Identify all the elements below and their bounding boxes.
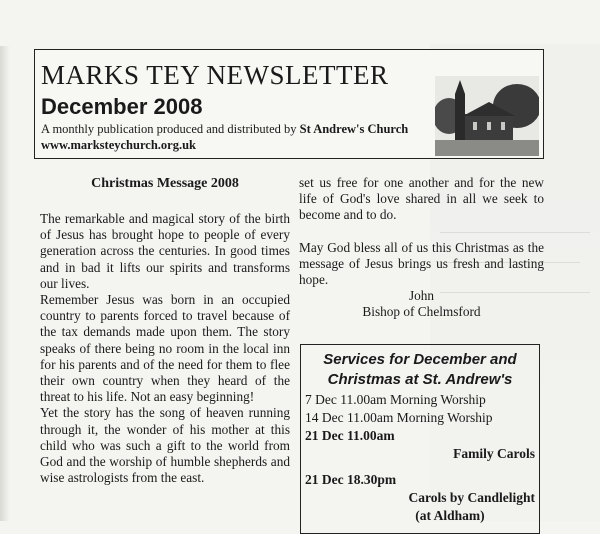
publication-note [41,122,408,137]
service-row-date: 21 Dec 18.30pm [305,472,397,487]
newsletter-title: MARKS TEY NEWSLETTER [41,60,389,90]
signature-title: Bishop of Chelmsford [362,304,481,320]
service-event: Family Carols [453,446,535,461]
service-row: 14 Dec 11.00am Morning Worship [305,410,493,425]
masthead [34,49,544,159]
website-url: www.marksteychurch.org.uk [41,138,196,152]
service-event: Carols by Candlelight [408,490,535,505]
service-location: (at Aldham) [415,508,485,523]
service-row: 7 Dec 11.00am Morning Worship [305,392,486,407]
publication-note-prefix: A monthly publication produced and distributed by [41,122,300,136]
article-paragraph: May God bless all of us this Christmas as the message of Jesus brings us fresh and lasting hope. [299,239,544,288]
signature-name: John [408,288,435,304]
services-box [300,344,540,534]
services-title-line-1: Services for December and [323,351,517,368]
services-title-line-2: Christmas at St. Andrew's [327,371,513,388]
article-paragraph: Yet the story has the song of heaven running through it, the wonder of his mother at this child who was such a gift to the world from God and the worship of humble shepherds and wise astrologists from the east. [40,405,290,486]
article-paragraph: The remarkable and magical story of the birth of Jesus has brought hope to people of every generation across the centuries. In good times and in bad it lifts our spirits and transforms our lives. [40,211,290,291]
article-paragraph: set us free for one another and for the new life of God's love shared in all we seek to become and to do. [299,175,544,223]
issue-date: December 2008 [41,94,203,119]
church-name: St Andrew's Church [299,122,409,136]
page-shadow [0,46,10,521]
service-row-date: 21 Dec 11.00am [305,428,395,443]
article-paragraph: Remember Jesus was born in an occupied country to parents forced to travel because of the tax demands made upon them. The story speaks of there being no room in the local inn for his parents and of the need for them to flee their own country when they heard of the threat to his life. Not an easy beginning! [40,292,290,405]
church-photo [435,76,539,156]
christmas-message-right-column [299,175,544,321]
article-heading: Christmas Message 2008 [91,176,239,191]
christmas-message-left-column [40,175,290,486]
